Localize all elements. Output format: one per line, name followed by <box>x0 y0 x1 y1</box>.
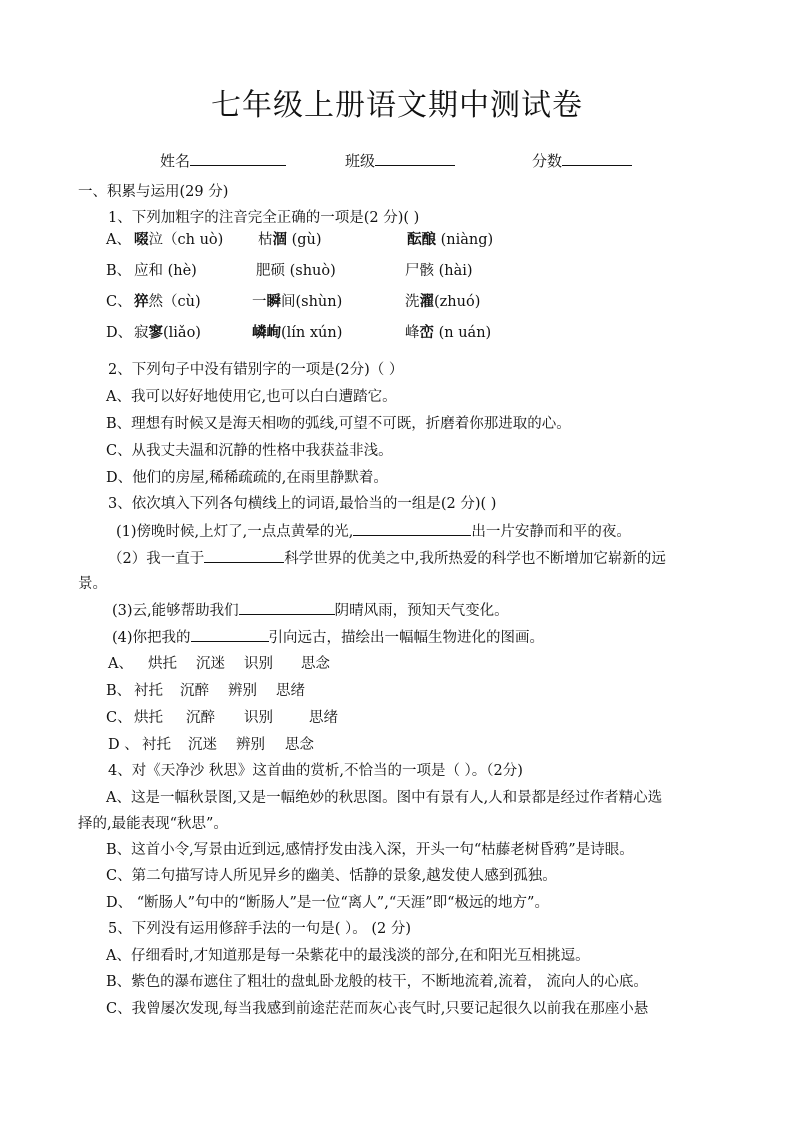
q3-option-d-word: 辨别 <box>236 737 265 753</box>
score-blank <box>562 151 632 166</box>
q3-option-c-word: 烘托 <box>134 710 163 726</box>
q3-option-a-word: 沉迷 <box>196 656 225 672</box>
q1-option-c-letter: C、 <box>106 294 132 310</box>
question-2-stem: 2、下列句子中没有错别字的一项是(2分)（ ） <box>108 362 404 378</box>
q3-option-c-word: 沉醉 <box>186 710 215 726</box>
q3-blank-3 <box>239 600 335 615</box>
q3-option-a-word: 思念 <box>301 656 330 672</box>
q1-option-c-item-1: 猝然（cù) <box>134 293 201 310</box>
name-field <box>160 150 286 171</box>
page-title: 七年级上册语文期中测试卷 <box>211 88 583 123</box>
q3-blank-2 <box>204 548 284 563</box>
q3-option-d-letter: D 、 <box>108 737 139 753</box>
q4-option-b: B、这首小令,写景由近到远,感情抒发由浅入深，开头一句“枯藤老树昏鸦”是诗眼。 <box>106 842 634 858</box>
q3-blank-4 <box>191 627 269 642</box>
q1-option-d-item-2: 嶙峋(lín xún) <box>252 324 343 341</box>
q3-sentence-2: （2）我一直于 科学世界的优美之中,我所热爱的科学也不断增加它崭新的远 <box>108 548 666 569</box>
q5-option-b: B、紫色的瀑布遮住了粗壮的盘虬卧龙般的枝干，不断地流着,流着， 流向人的心底。 <box>106 974 648 990</box>
q1-option-b-letter: B、 <box>106 263 132 279</box>
q4-option-d: D、 “断肠人”句中的“断肠人”是一位“离人”,“天涯”即“极远的地方”。 <box>106 895 549 911</box>
q4-option-c: C、第二句描写诗人所见异乡的幽美、恬静的景象,越发使人感到孤独。 <box>106 868 557 884</box>
q1-option-d-item-3: 峰峦 (n uán) <box>405 324 492 341</box>
q4-option-a-cont: 择的,最能表现“秋思”。 <box>78 816 228 832</box>
class-label: 班级 <box>345 152 376 170</box>
q2-option-b: B、理想有时候又是海天相吻的弧线,可望不可既，折磨着你那进取的心。 <box>106 416 571 432</box>
q1-option-a-letter: A、 <box>106 232 131 248</box>
q1-option-d-item-1: 寂寥(liǎo) <box>134 324 201 341</box>
q1-option-b-item-1: 应和 (hè) <box>134 263 197 279</box>
q1-option-d-letter: D、 <box>106 325 133 341</box>
q1-option-b-item-2: 肥硕 (shuò) <box>256 263 336 279</box>
q3-sentence-4: (4)你把我的 引向远古，描绘出一幅幅生物进化的图画。 <box>112 627 544 648</box>
q3-option-a-word: 识别 <box>244 656 273 672</box>
q1-option-c-item-3: 洗濯(zhuó) <box>405 293 481 310</box>
question-3-stem: 3、依次填入下列各句横线上的词语,最恰当的一组是(2 分)( ) <box>108 496 497 512</box>
q5-option-c: C、我曾屡次发现,每当我感到前途茫茫而灰心丧气时,只要记起很久以前我在那座小悬 <box>106 1001 649 1017</box>
q1-option-a-item-3: 酝酿 (niàng) <box>407 231 494 248</box>
q3-option-b-letter: B、 <box>106 683 132 699</box>
q4-option-a: A、这是一幅秋景图,又是一幅绝妙的秋思图。图中有景有人,人和景都是经过作者精心选 <box>106 790 663 806</box>
score-label: 分数 <box>532 152 563 170</box>
q3-option-c-letter: C、 <box>106 710 132 726</box>
q3-option-c-word: 思绪 <box>309 710 338 726</box>
class-field <box>345 150 455 171</box>
q2-option-d: D、他们的房屋,稀稀疏疏的,在雨里静默着。 <box>106 470 388 486</box>
question-5-stem: 5、下列没有运用修辞手法的一句是( ）。 (2 分) <box>108 921 411 937</box>
q3-option-b-word: 思绪 <box>276 683 305 699</box>
question-1-stem: 1、下列加粗字的注音完全正确的一项是(2 分)( ) <box>108 210 420 226</box>
section-heading: 一、积累与运用(29 分) <box>78 184 229 200</box>
name-blank <box>190 151 286 166</box>
q1-option-c-item-2: 一瞬间(shùn) <box>252 293 343 310</box>
q3-option-d-word: 思念 <box>285 737 314 753</box>
q3-option-b-word: 辨别 <box>228 683 257 699</box>
q3-sentence-3: (3)云,能够帮助我们 阴晴风雨，预知天气变化。 <box>112 600 509 621</box>
q3-option-a-letter: A、 <box>108 656 133 672</box>
q5-option-a: A、仔细看时,才知道那是每一朵紫花中的最浅淡的部分,在和阳光互相挑逗。 <box>106 948 590 964</box>
score-field <box>532 150 632 171</box>
q2-option-a: A、我可以好好地使用它,也可以白白遭踏它。 <box>106 389 397 405</box>
q3-option-b-word: 衬托 <box>134 683 163 699</box>
q2-option-c: C、从我丈夫温和沉静的性格中我获益非浅。 <box>106 443 393 459</box>
q3-option-d-word: 衬托 <box>142 737 171 753</box>
q3-option-a-word: 烘托 <box>148 656 177 672</box>
q1-option-a-item-1: 啜泣（ch uò) <box>134 231 224 248</box>
q1-option-b-item-3: 尸骸 (hài) <box>405 263 473 279</box>
q3-option-c-word: 识别 <box>244 710 273 726</box>
q3-blank-1 <box>353 521 471 536</box>
question-4-stem: 4、对《天净沙 秋思》这首曲的赏析,不恰当的一项是（ ）。（2分) <box>108 763 523 779</box>
q3-sentence-1: (1)傍晚时候,上灯了,一点点黄晕的光, 出一片安静而和平的夜。 <box>116 521 631 542</box>
q3-option-d-word: 沉迷 <box>188 737 217 753</box>
class-blank <box>375 151 455 166</box>
q3-option-b-word: 沉醉 <box>180 683 209 699</box>
q1-option-a-item-2: 枯涸 (gù) <box>258 231 322 248</box>
q3-sentence-2-cont: 景。 <box>78 576 107 592</box>
name-label: 姓名 <box>160 152 191 170</box>
